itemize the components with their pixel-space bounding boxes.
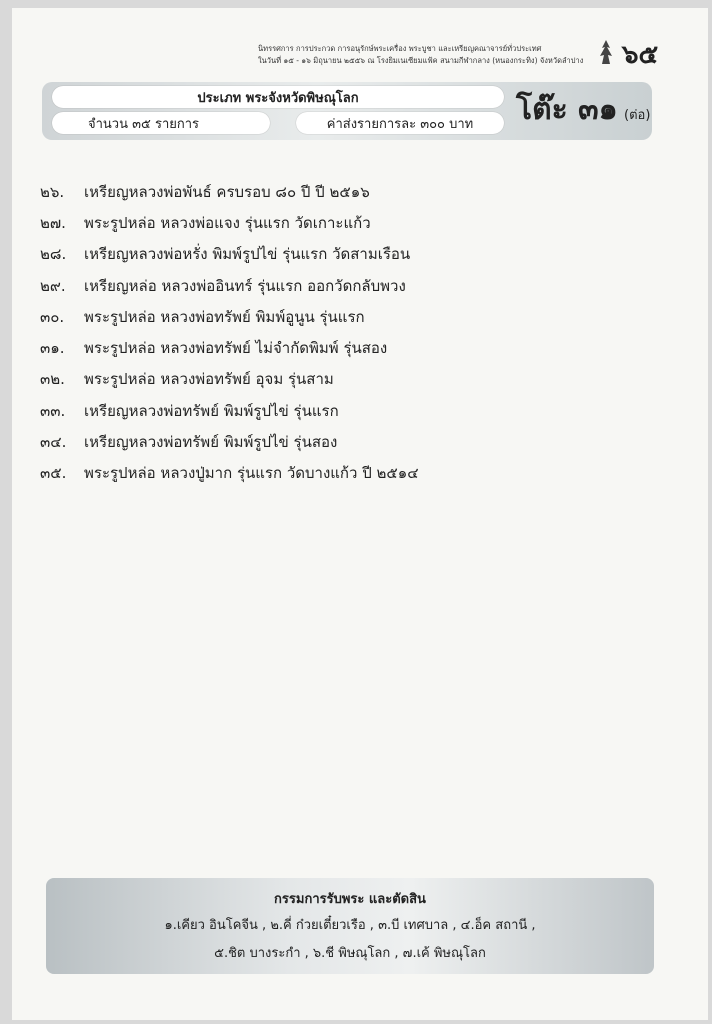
item-number: ๓๐. <box>40 307 65 326</box>
list-item <box>40 458 620 489</box>
page-number: ๖๕ <box>622 40 659 70</box>
item-text: พระรูปหล่อ หลวงพ่อทรัพย์ พิมพ์อูนูน รุ่นแรก <box>84 307 365 326</box>
item-text: พระรูปหล่อ หลวงพ่อทรัพย์ ไม่จำกัดพิมพ์ รุ่นสอง <box>84 339 388 358</box>
entry-fee: ค่าส่งรายการละ ๓๐๐ บาท <box>296 112 504 134</box>
list-item <box>40 239 620 270</box>
header-event-title: นิทรรศการ การประกวด การอนุรักษ์พระเครื่อง พระบูชา และเหรียญคณาจารย์ทั่วประเทศ <box>258 44 542 53</box>
item-number: ๒๘. <box>40 245 67 264</box>
item-text: เหรียญหล่อ หลวงพ่ออินทร์ รุ่นแรก ออกวัดกลับพวง <box>84 276 406 295</box>
document-page <box>12 8 708 1020</box>
entry-list <box>40 176 620 489</box>
item-text: เหรียญหลวงพ่อหรั่ง พิมพ์รูปไข่ รุ่นแรก วัดสามเรือน <box>84 245 411 264</box>
judges-title: กรรมการรับพระ และตัดสิน <box>274 892 426 907</box>
list-item <box>40 176 620 207</box>
item-number: ๒๖. <box>40 182 65 201</box>
list-item <box>40 270 620 301</box>
category-title: ประเภท พระจังหวัดพิษณุโลก <box>52 86 504 108</box>
header-event-date: ในวันที่ ๑๕ - ๑๖ มิถุนายน ๒๕๕๖ ณ โรงยิมเนเซียมแฟ้ค สนามกีฬากลาง (หนองกระทิง) จังหวัดลำปาง <box>258 56 584 65</box>
item-text: พระรูปหล่อ หลวงปู่มาก รุ่นแรก วัดบางแก้ว ปี ๒๕๑๔ <box>84 464 419 483</box>
judges-list-line1: ๑.เคียว อินโคจีน , ๒.คี่ ก๋วยเตี๋ยวเรือ , ๓.บี เทศบาล , ๔.อ็ค สถานี , <box>164 918 536 933</box>
emblem-icon <box>594 38 618 66</box>
item-number: ๒๙. <box>40 276 66 295</box>
table-continued-label: (ต่อ) <box>624 108 651 123</box>
item-text: เหรียญหลวงพ่อพันธ์ ครบรอบ ๘๐ ปี ปี ๒๕๑๖ <box>84 182 370 201</box>
item-text: พระรูปหล่อ หลวงพ่อแจง รุ่นแรก วัดเกาะแก้ว <box>84 213 371 232</box>
item-text: เหรียญหลวงพ่อทรัพย์ พิมพ์รูปไข่ รุ่นสอง <box>84 433 338 452</box>
list-item <box>40 426 620 457</box>
table-number: โต๊ะ ๓๑ <box>516 92 618 127</box>
list-item <box>40 301 620 332</box>
list-item <box>40 364 620 395</box>
item-number: ๓๑. <box>40 339 65 358</box>
item-text: พระรูปหล่อ หลวงพ่อทรัพย์ อุจม รุ่นสาม <box>84 370 334 389</box>
list-item <box>40 207 620 238</box>
item-number: ๓๕. <box>40 464 67 483</box>
item-number: ๓๓. <box>40 401 66 420</box>
judges-list-line2: ๕.ชิต บางระกำ , ๖.ชี พิษณุโลก , ๗.เค้ พิษณุโลก <box>214 946 486 961</box>
item-number: ๓๔. <box>40 433 67 452</box>
item-count: จำนวน ๓๕ รายการ <box>52 112 270 134</box>
list-item <box>40 395 620 426</box>
item-number: ๓๒. <box>40 370 65 389</box>
list-item <box>40 332 620 363</box>
item-text: เหรียญหลวงพ่อทรัพย์ พิมพ์รูปไข่ รุ่นแรก <box>84 401 339 420</box>
item-number: ๒๗. <box>40 213 66 232</box>
